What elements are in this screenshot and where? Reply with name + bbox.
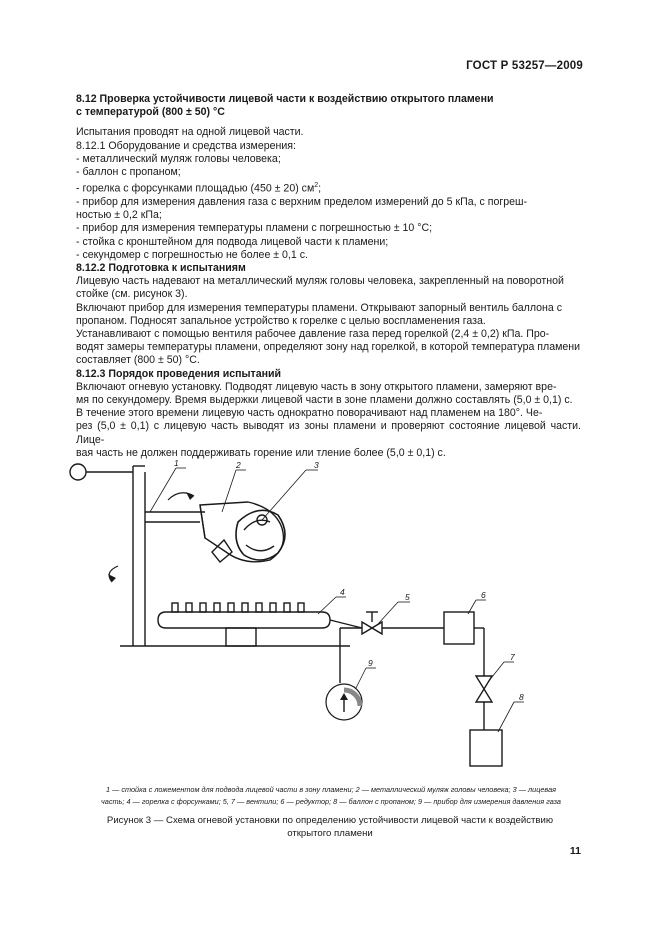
figure-label-9: 9 — [368, 658, 373, 668]
mask-valve — [212, 540, 232, 562]
figure-legend-line2: часть; 4 — горелка с форсунками; 5, 7 — вентили; 6 — редуктор; 8 — баллон с пропаном; 9 — прибор для измерения давления газа — [101, 797, 561, 806]
page-number: 11 — [569, 845, 581, 857]
section-title-line2: с температурой (800 ± 50) °С — [76, 106, 225, 119]
sub3-line-2: мя по секундомеру. Время выдержки лицевой части в зоне пламени должно составлять (5,0 ± 0,1) с. — [76, 394, 573, 406]
superscript: 2 — [314, 182, 319, 190]
figure-label-5: 5 — [405, 592, 410, 602]
section-title-line1: 8.12 Проверка устойчивости лицевой части к воздействию открытого пламени — [76, 93, 494, 105]
sub3-line-3: В течение этого времени лицевую часть однократно поворачивают над пламенем на 180°. Че- — [76, 407, 543, 420]
figure-label-2: 2 — [236, 460, 241, 470]
propane-cylinder-8 — [470, 730, 502, 766]
equipment-item-6: - стойка с кронштейном для подвода лицевой части к пламени; — [76, 235, 389, 248]
document-code: ГОСТ Р 53257—2009 — [466, 60, 583, 72]
equipment-item-5: - прибор для измерения температуры пламени с погрешностью ± 10 °С; — [76, 222, 433, 235]
test-setup-diagram — [0, 440, 661, 780]
figure-title-line2: открытого пламени — [287, 827, 373, 839]
subsection-2-title: 8.12.2 Подготовка к испытаниям — [76, 261, 246, 274]
valve-5 — [362, 622, 382, 634]
subsection-1-title: 8.12.1 Оборудование и средства измерения: — [76, 139, 296, 152]
equipment-item-3-text: - горелка с форсунками площадью (450 ± 20) см — [76, 182, 315, 195]
equipment-item-3-tail: ; — [318, 182, 322, 195]
figure-legend-line1: 1 — стойка с ложементом для подвода лицевой части в зону пламени; 2 — металлический муляж головы человека; 3 — лицевая — [105, 785, 557, 794]
figure-label-6: 6 — [481, 590, 486, 600]
sub2-line-7: составляет (800 ± 50) °С. — [76, 354, 200, 367]
mask-face-piece — [236, 510, 285, 560]
figure-title-line1: Рисунок 3 — Схема огневой установки по определению устойчивости лицевой части к воздействию — [106, 815, 554, 826]
figure-label-8: 8 — [519, 692, 524, 702]
equipment-item-2: - баллон с пропаном; — [76, 166, 181, 179]
figure-label-4: 4 — [340, 587, 345, 597]
burner — [158, 612, 330, 628]
equipment-item-4: - прибор для измерения давления газа с верхним пределом измерений до 5 кПа, с погреш- — [76, 195, 528, 208]
sub3-line-5: вая часть не должен поддерживать горение или тление более (5,0 ± 0,1) с. — [76, 446, 446, 459]
stand-knob — [70, 464, 86, 480]
figure-legend — [56, 784, 606, 808]
sub2-line-1: Лицевую часть надевают на металлический муляж головы человека, закрепленный на поворотной — [76, 275, 564, 288]
reducer-6 — [444, 612, 474, 644]
figure-label-3: 3 — [314, 460, 319, 470]
figure-label-7: 7 — [510, 652, 515, 662]
figure-title — [70, 815, 590, 840]
section-intro: Испытания проводят на одной лицевой части. — [76, 126, 304, 139]
sub2-line-3: Включают прибор для измерения температуры пламени. Открывают запорный вентиль баллона с — [76, 301, 562, 314]
sub2-line-5: Устанавливают с помощью вентиля рабочее давление газа перед горелкой (2,4 ± 0,2) кПа. Про- — [76, 327, 550, 340]
sub2-line-2: стойке (см. рисунок 3). — [76, 288, 188, 301]
figure-label-1: 1 — [174, 458, 179, 468]
equipment-item-3 — [76, 179, 581, 196]
equipment-item-1: - металлический муляж головы человека; — [76, 152, 281, 165]
subsection-3-title: 8.12.3 Порядок проведения испытаний — [76, 367, 282, 380]
section-text — [76, 93, 581, 460]
burner-support — [226, 628, 256, 646]
burner-nozzles — [172, 603, 304, 612]
sub3-line-4: рез (5,0 ± 0,1) с лицевую часть выводят из зоны пламени и проверяют состояние лицевой части. Лице- — [76, 420, 581, 446]
sub2-line-4: пропаном. Подносят запальное устройство к горелке с целью воспламенения газа. — [76, 314, 486, 327]
sub3-line-1: Включают огневую установку. Подводят лицевую часть в зону открытого пламени, замеряют вре- — [76, 380, 557, 393]
equipment-item-4-cont: ностью ± 0,2 кПа; — [76, 209, 162, 222]
equipment-item-7: - секундомер с погрешностью не более ± 0,1 с. — [76, 248, 308, 261]
sub2-line-6: водят замеры температуры пламени, определяют зону над горелкой, в которой температура пламени — [76, 341, 581, 354]
